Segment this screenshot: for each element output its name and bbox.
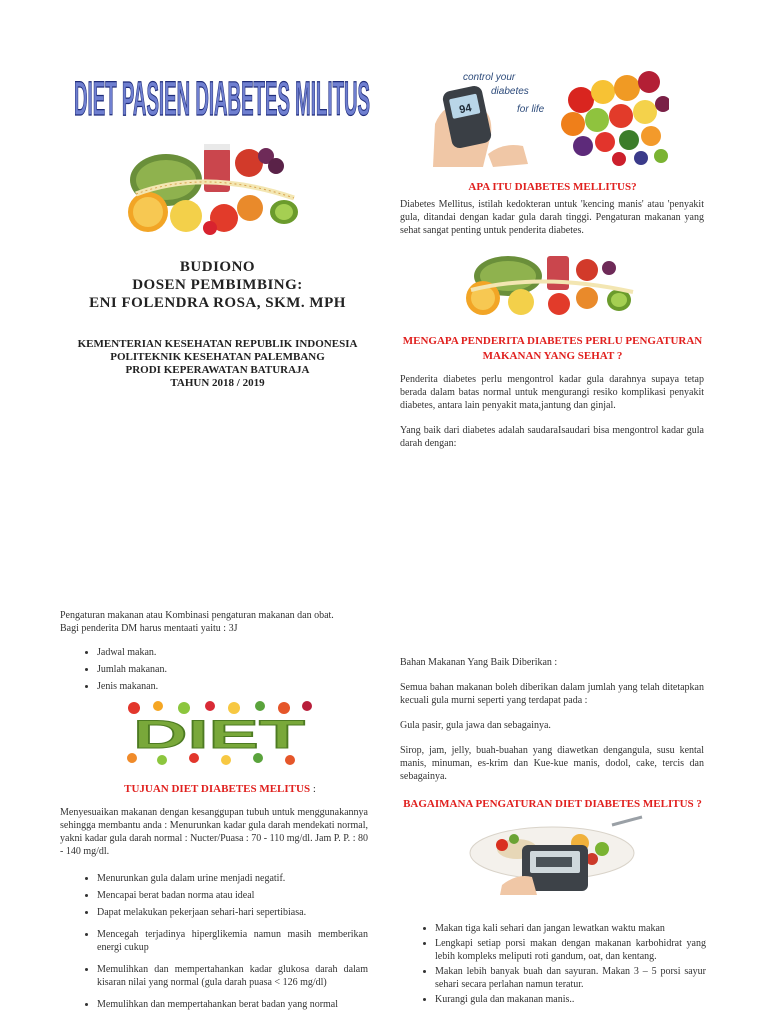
- list-item: • Menurunkan gula dalam urine menjadi negatif.: [97, 872, 368, 885]
- list-item: • Kurangi gula dan makanan manis..: [435, 993, 706, 1006]
- page-title: DIET PASIEN DIABETES MILITUS: [74, 73, 370, 123]
- tagline-line: for life: [517, 104, 545, 115]
- paragraph: Penderita diabetes perlu mengontrol kadar gula darahnya supaya tetap berada dalam batas normal untuk mengurangi resiko komplikasi penyakit diabetes, antara lain penyakit mata,jantung dan ginjal.: [400, 374, 704, 411]
- heading-colon: :: [310, 783, 316, 795]
- tujuan-body: Menyesuaikan makanan dengan kesanggupan tubuh untuk menggunakannya sehingga membantu anda : Menurunkan kadar gula darah mendekati normal, yakni kadar gula darah normal : Nucter/Puasa : 70 - 110 mg/dl. Jam P. P. : 80 - 140 mg/dl.: [60, 807, 368, 857]
- section-heading: BAGAIMANA PENGATURAN DIET DIABETES MELITUS ?: [403, 798, 702, 810]
- list-item: • Jenis makanan.: [97, 680, 372, 693]
- apa-heading-wrap: [400, 177, 705, 195]
- title-banner: [72, 63, 372, 123]
- list-item: • Makan lebih banyak buah dan sayuran. Makan 3 – 5 porsi sayur sehari secara perlahan namun teratur.: [435, 965, 706, 991]
- institution-block: [60, 338, 375, 390]
- tagline-line: control your: [463, 72, 516, 83]
- institution-line: PRODI KEPERAWATAN BATURAJA: [125, 364, 310, 376]
- institution-line: TAHUN 2018 / 2019: [170, 377, 265, 389]
- bahan-title: Bahan Makanan Yang Baik Diberikan :: [400, 657, 558, 668]
- meter-reading: 94: [458, 102, 473, 117]
- diet-word: DIET: [133, 713, 305, 757]
- tagline-line: diabetes: [491, 86, 529, 97]
- mengapa-heading-wrap: [395, 333, 710, 363]
- list-item: • Jumlah makanan.: [97, 663, 372, 676]
- paragraph: Semua bahan makanan boleh diberikan dalam jumlah yang telah ditetapkan kecuali gula murni seperti yang terdapat pada :: [400, 682, 704, 706]
- title-wordart: [72, 63, 372, 123]
- list-item: • Mencapai berat badan norma atau ideal: [97, 889, 368, 902]
- meal-meter-illustration: [462, 815, 645, 895]
- supervisor-label: DOSEN PEMBIMBING:: [132, 277, 303, 293]
- intro-text: [60, 609, 380, 635]
- tujuan-heading: [60, 779, 380, 797]
- list-item: • Lengkapi setiap porsi makan dengan makanan karbohidrat yang lebih kompleks meliputi roti gandum, oat, dan kentang.: [435, 937, 706, 963]
- bagaimana-heading-wrap: [395, 794, 710, 812]
- credits: [60, 258, 375, 312]
- intro-line: Bagi penderita DM harus mentaati yaitu : 3J: [60, 623, 238, 634]
- paragraph: Gula pasir, gula jawa dan sebagainya.: [400, 720, 551, 731]
- list-item: • Memulihkan dan mempertahankan kadar glukosa darah dalam kisaran nilai yang normal (gula darah puasa < 126 mg/dl): [97, 963, 368, 989]
- bagaimana-list: [420, 922, 706, 1010]
- paragraph: Yang baik dari diabetes adalah saudaraIsaudari bisa mengontrol kadar gula darah dengan:: [400, 425, 704, 449]
- institution-line: POLITEKNIK KESEHATAN PALEMBANG: [110, 351, 325, 363]
- institution-line: KEMENTERIAN KESEHATAN REPUBLIK INDONESIA: [77, 338, 358, 350]
- fruit-illustration: [126, 128, 301, 240]
- fruit-illustration: [463, 250, 638, 318]
- paragraph: Sirop, jam, jelly, buah-buahan yang diawetkan dengangula, susu kental manis, minuman, es-krim dan Kue-kue manis, dodol, cake, tercis dan sebagainya.: [400, 745, 704, 782]
- list-item: • Jadwal makan.: [97, 646, 372, 659]
- list-item: • Dapat melakukan pekerjaan sehari-hari sepertibiasa.: [97, 906, 368, 919]
- list-item: • Mencegah terjadinya hiperglikemia namun masih memberikan energi cukup: [97, 928, 368, 954]
- author-name: BUDIONO: [179, 259, 256, 275]
- section-heading: APA ITU DIABETES MELLITUS?: [468, 181, 637, 193]
- tujuan-list: [82, 872, 368, 1015]
- mengapa-body: [400, 373, 704, 450]
- section-heading: MENGAPA PENDERITA DIABETES PERLU PENGATURAN MAKANAN YANG SEHAT ?: [402, 335, 703, 362]
- section-heading: TUJUAN DIET DIABETES MELITUS: [124, 783, 311, 795]
- intro-line: Pengaturan makanan atau Kombinasi pengaturan makanan dan obat.: [60, 610, 334, 621]
- glucose-meter-illustration: [433, 64, 669, 167]
- bahan-section: [400, 656, 704, 783]
- diet-banner: [122, 700, 317, 765]
- list-item: • Memulihkan dan mempertahankan berat badan yang normal: [97, 998, 368, 1011]
- supervisor-name: ENI FOLENDRA ROSA, SKM. MPH: [89, 295, 346, 311]
- list-item: • Makan tiga kali sehari dan jangan lewatkan waktu makan: [435, 922, 706, 935]
- j-list: [82, 646, 372, 697]
- apa-body: Diabetes Mellitus, istilah kedokteran untuk 'kencing manis' atau 'penyakit gula, ditandai dengan kadar gula darah tinggi. Pengaturan makanan yang sehat sangat penting untuk penderita diabetes.: [400, 199, 704, 236]
